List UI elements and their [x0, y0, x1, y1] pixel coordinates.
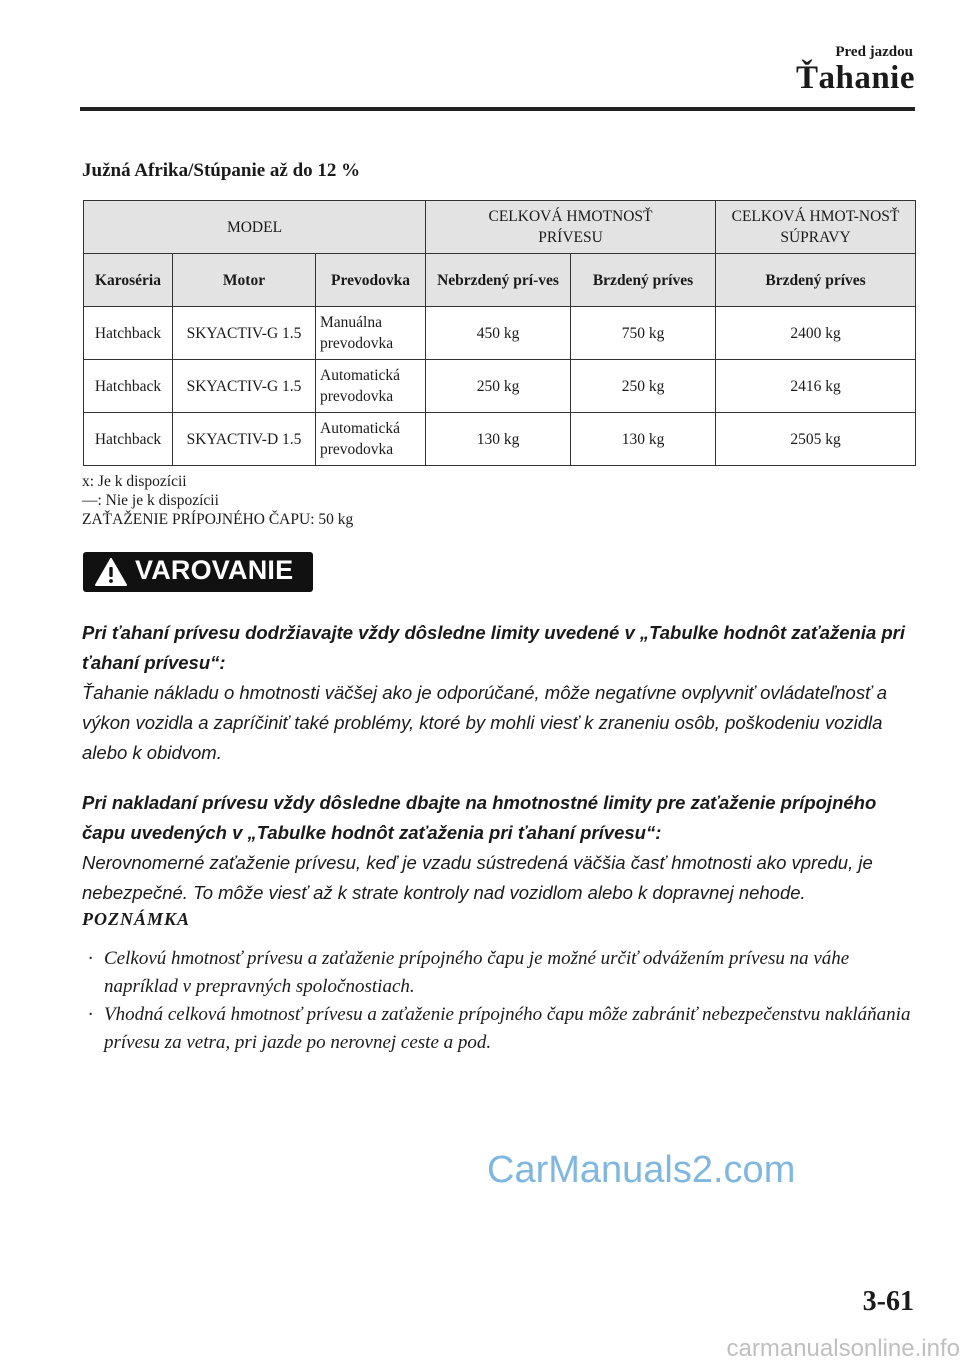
- cell-body: Hatchback: [84, 413, 173, 466]
- cell-combination: 2505 kg: [716, 413, 916, 466]
- header-combination-weight: CELKOVÁ HMOT-NOSŤ SÚPRAVY: [716, 201, 916, 254]
- cell-braked: 250 kg: [571, 360, 716, 413]
- cell-unbraked: 250 kg: [426, 360, 571, 413]
- table-row: [84, 307, 916, 360]
- cell-transmission: Automatická prevodovka: [316, 413, 426, 466]
- cell-transmission: Manuálna prevodovka: [316, 307, 426, 360]
- cell-unbraked: 450 kg: [426, 307, 571, 360]
- col-transmission: Prevodovka: [316, 254, 426, 307]
- table-column-header-row: [84, 254, 916, 307]
- note-item: [88, 1001, 918, 1057]
- cell-unbraked: 130 kg: [426, 413, 571, 466]
- cell-body: Hatchback: [84, 360, 173, 413]
- warning-label: VAROVANIE: [135, 555, 294, 585]
- header-model: MODEL: [84, 201, 426, 254]
- legend-tongue-load: ZAŤAŽENIE PRÍPOJNÉHO ČAPU: 50 kg: [82, 511, 354, 528]
- warning-body: [82, 618, 922, 908]
- bullet-icon: ·: [88, 948, 93, 969]
- legend-not-available: —: Nie je k dispozícii: [82, 492, 219, 509]
- warning-p2-heading: Pri nakladaní prívesu vždy dôsledne dbajte na hmotnostné limity pre zaťaženie prípojného čapu uvedených v „Tabulke hodnôt zaťaženia pri ťahaní prívesu“:: [82, 792, 877, 843]
- cell-engine: SKYACTIV-G 1.5: [173, 360, 316, 413]
- header-rule: [80, 107, 915, 111]
- watermark: CarManuals2.com: [487, 1149, 796, 1191]
- table-row: [84, 360, 916, 413]
- chapter-label: Pred jazdou: [835, 44, 913, 60]
- col-braked: Brzdený príves: [571, 254, 716, 307]
- col-engine: Motor: [173, 254, 316, 307]
- warning-p1-heading: Pri ťahaní prívesu dodržiavajte vždy dôsledne limity uvedené v „Tabulke hodnôt zaťaženia pri ťahaní prívesu“:: [82, 622, 906, 673]
- cell-body: Hatchback: [84, 307, 173, 360]
- cell-engine: SKYACTIV-G 1.5: [173, 307, 316, 360]
- cell-engine: SKYACTIV-D 1.5: [173, 413, 316, 466]
- note-item: [88, 945, 918, 1001]
- col-unbraked: Nebrzdený prí-ves: [426, 254, 571, 307]
- legend-available: x: Je k dispozícii: [82, 473, 187, 490]
- bullet-icon: ·: [88, 1004, 93, 1025]
- cell-braked: 130 kg: [571, 413, 716, 466]
- cell-transmission: Automatická prevodovka: [316, 360, 426, 413]
- note-title: POZNÁMKA: [82, 909, 191, 929]
- table-group-header-row: [84, 201, 916, 254]
- note-list: [88, 945, 918, 1057]
- section-title: Južná Afrika/Stúpanie až do 12 %: [82, 160, 361, 181]
- page-section-title: Ťahanie: [795, 60, 915, 96]
- footer-watermark: carmanualsonline.info: [726, 1335, 960, 1362]
- header-trailer-weight: CELKOVÁ HMOTNOSŤ PRÍVESU: [426, 201, 716, 254]
- cell-combination: 2400 kg: [716, 307, 916, 360]
- warning-triangle-icon: [95, 558, 127, 586]
- warning-p2-text: Nerovnomerné zaťaženie prívesu, keď je vzadu sústredená väčšia časť hmotnosti ako vpredu, je nebezpečné. To môže viesť až k strate kontroly nad vozidlom alebo k dopravnej nehode.: [82, 852, 873, 903]
- table-row: [84, 413, 916, 466]
- cell-combination: 2416 kg: [716, 360, 916, 413]
- table-legend: [82, 472, 353, 529]
- cell-braked: 750 kg: [571, 307, 716, 360]
- towing-table: [83, 200, 916, 466]
- warning-p1-text: Ťahanie nákladu o hmotnosti väčšej ako je odporúčané, môže negatívne ovplyvniť ovládateľnosť a výkon vozidla a zapríčiniť také problémy, ktoré by mohli viesť k zraneniu osôb, poškodeniu vozidla alebo k obidvom.: [82, 682, 888, 763]
- warning-badge: [83, 552, 313, 592]
- col-body: Karoséria: [84, 254, 173, 307]
- col-combination: Brzdený príves: [716, 254, 916, 307]
- note-item-text: Celkovú hmotnosť prívesu a zaťaženie prípojného čapu je možné určiť odvážením prívesu na váhe napríklad v prepravných spoločnostiach.: [104, 948, 850, 997]
- note-item-text: Vhodná celková hmotnosť prívesu a zaťaženie prípojného čapu môže zabrániť nebezpečenstvu nakláňania prívesu za vetra, pri jazde po nerovnej ceste a pod.: [104, 1004, 911, 1053]
- page-number: 3-61: [862, 1286, 914, 1317]
